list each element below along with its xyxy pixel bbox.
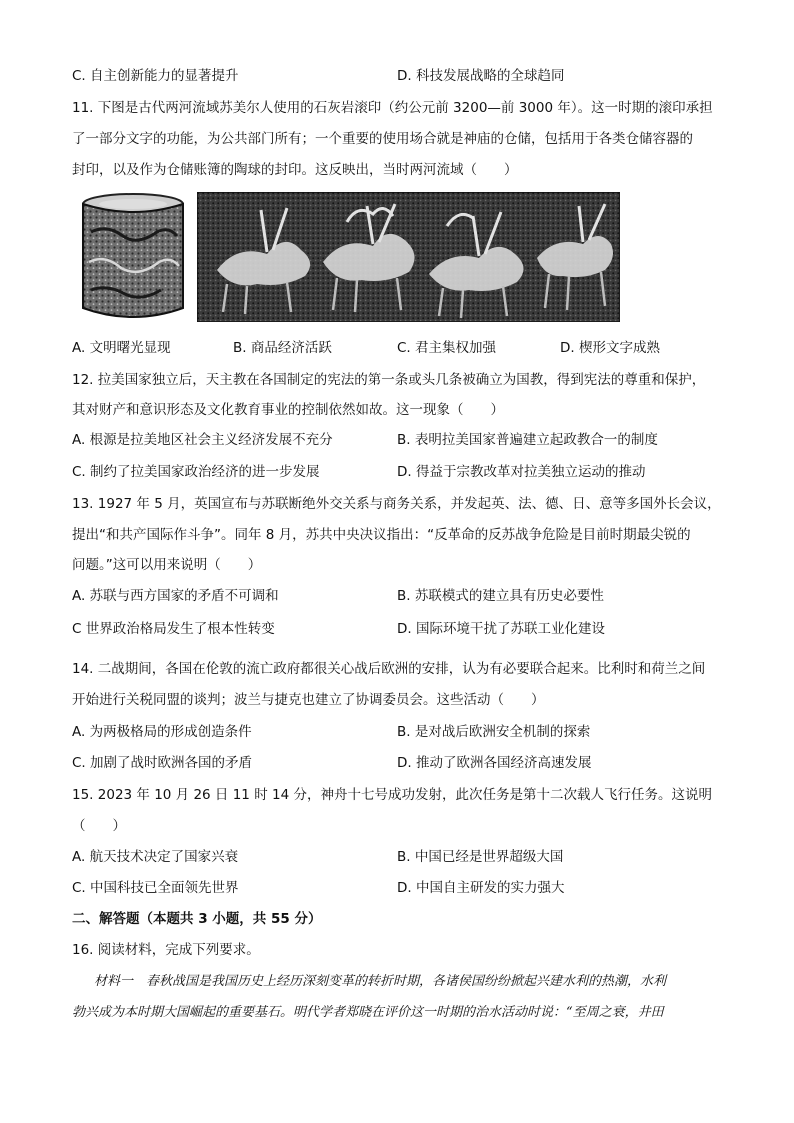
- q14-stem-line-2: 开始进行关税同盟的谈判；波兰与捷克也建立了协调委员会。这些活动（ ）: [72, 692, 545, 708]
- q12-stem-line-1: 12. 拉美国家独立后，天主教在各国制定的宪法的第一条或头几条被确立为国教，得到宪法的尊重和保护，: [72, 372, 706, 388]
- q13-option-b: B. 苏联模式的建立具有历史必要性: [397, 588, 604, 604]
- q15-option-b: B. 中国已经是世界超级大国: [397, 849, 564, 865]
- q15-option-a: A. 航天技术决定了国家兴衰: [72, 849, 239, 865]
- q12-stem-line-2: 其对财产和意识形态及文化教育事业的控制依然如故。这一现象（ ）: [72, 402, 504, 418]
- q13-option-a: A. 苏联与西方国家的矛盾不可调和: [72, 588, 279, 604]
- q11-stem-line-1: 11. 下图是古代两河流域苏美尔人使用的石灰岩滚印（约公元前 3200—前 3000 年）。这一时期的滚印承担: [72, 100, 713, 116]
- q14-option-a: A. 为两极格局的形成创造条件: [72, 724, 252, 740]
- q12-option-c: C. 制约了拉美国家政治经济的进一步发展: [72, 464, 320, 480]
- cylinder-seal-icon: [77, 192, 189, 322]
- q13-stem-line-2: 提出“和共产国际作斗争”。同年 8 月，苏共中央决议指出：“反革命的反苏战争危险是目前时期最尖锐的: [72, 527, 691, 543]
- q14-option-c: C. 加剧了战时欧洲各国的矛盾: [72, 755, 253, 771]
- q14-option-b: B. 是对战后欧洲安全机制的探索: [397, 724, 591, 740]
- q13-stem-line-3: 问题。”这可以用来说明（ ）: [72, 557, 262, 573]
- q14-stem-line-1: 14. 二战期间，各国在伦敦的流亡政府都很关心战后欧洲的安排，认为有必要联合起来。比利时和荷兰之间: [72, 661, 706, 677]
- q13-option-d: D. 国际环境干扰了苏联工业化建设: [397, 621, 605, 637]
- q16-material-line-2: 勃兴成为本时期大国崛起的重要基石。明代学者郑晓在评价这一时期的治水活动时说：“至周之衰，井田: [72, 1005, 664, 1020]
- q11-option-a: A. 文明曙光显现: [72, 340, 171, 356]
- q16-material-line-1: 材料一 春秋战国是我国历史上经历深刻变革的转折时期，各诸侯国纷纷掀起兴建水利的热潮，水利: [94, 974, 667, 989]
- q12-option-a: A. 根源是拉美地区社会主义经济发展不充分: [72, 432, 333, 448]
- q12-option-b: B. 表明拉美国家普遍建立起政教合一的制度: [397, 432, 658, 448]
- q11-option-d: D. 楔形文字成熟: [560, 340, 660, 356]
- q11-stem-line-3: 封印，以及作为仓储账簿的陶球的封印。这反映出，当时两河流域（ ）: [72, 162, 518, 178]
- q15-stem-line-2: （ ）: [72, 818, 126, 834]
- q10-option-d: D. 科技发展战略的全球趋同: [397, 68, 565, 84]
- q12-option-d: D. 得益于宗教改革对拉美独立运动的推动: [397, 464, 646, 480]
- q15-stem-line-1: 15. 2023 年 10 月 26 日 11 时 14 分，神舟十七号成功发射，此次任务是第十二次载人飞行任务。这说明: [72, 787, 712, 803]
- q15-option-c: C. 中国科技已全面领先世界: [72, 880, 239, 896]
- q11-stem-line-2: 了一部分文字的功能，为公共部门所有；一个重要的使用场合就是神庙的仓储，包括用于各类仓储容器的: [72, 131, 693, 147]
- q15-option-d: D. 中国自主研发的实力强大: [397, 880, 565, 896]
- q13-option-c: C 世界政治格局发生了根本性转变: [72, 621, 275, 637]
- q16-stem: 16. 阅读材料，完成下列要求。: [72, 942, 260, 958]
- section-heading: 二、解答题（本题共 3 小题，共 55 分）: [72, 911, 322, 927]
- q14-option-d: D. 推动了欧洲各国经济高速发展: [397, 755, 592, 771]
- q13-stem-line-1: 13. 1927 年 5 月，英国宣布与苏联断绝外交关系与商务关系，并发起英、法、德、日、意等多国外长会议，: [72, 496, 721, 512]
- q10-option-c: C. 自主创新能力的显著提升: [72, 68, 239, 84]
- seal-impression-icon: [197, 192, 620, 322]
- q11-option-c: C. 君主集权加强: [397, 340, 497, 356]
- q11-option-b: B. 商品经济活跃: [233, 340, 332, 356]
